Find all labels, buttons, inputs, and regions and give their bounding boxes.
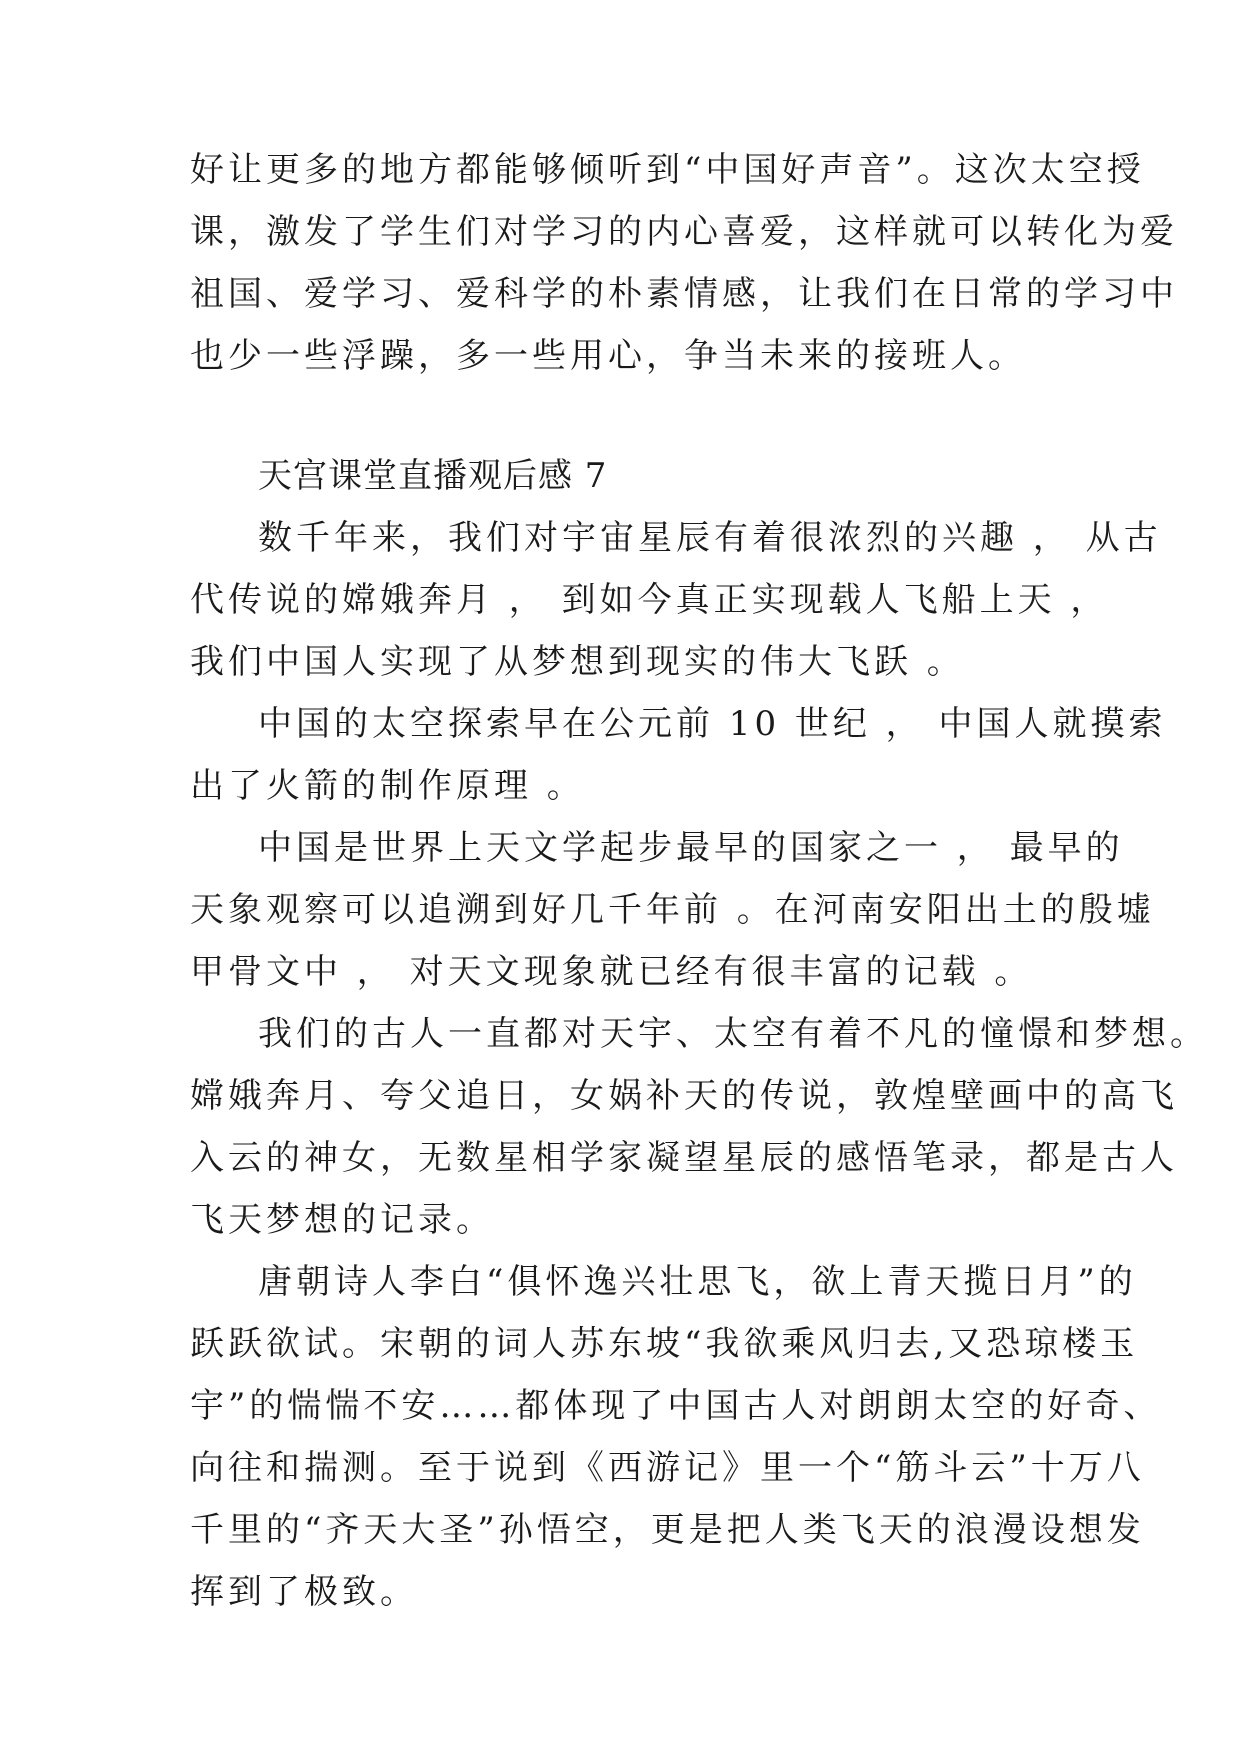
paragraph1-line-3: 我们中国人实现了从梦想到现实的伟大飞跃 。 xyxy=(190,642,965,682)
paragraph3-line-2: 天象观察可以追溯到好几千年前 。在河南安阳出土的殷墟 xyxy=(190,890,1155,930)
intro-line-2: 课，激发了学生们对学习的内心喜爱，这样就可以转化为爱 xyxy=(190,212,1178,252)
paragraph5-line-5: 千里的“齐天大圣”孙悟空，更是把人类飞天的浪漫设想发 xyxy=(190,1510,1145,1550)
paragraph5-line-2: 跃跃欲试。宋朝的词人苏东坡“我欲乘风归去,又恐琼楼玉 xyxy=(190,1324,1139,1364)
paragraph5-line-3: 宇”的惴惴不安……都体现了中国古人对朗朗太空的好奇、 xyxy=(190,1386,1162,1426)
paragraph2-line-1: 中国的太空探索早在公元前 10 世纪 ， 中国人就摸索 xyxy=(258,704,1167,744)
paragraph5-line-4: 向往和揣测。至于说到《西游记》里一个“筋斗云”十万八 xyxy=(190,1448,1145,1488)
paragraph2-line-2: 出了火箭的制作原理 。 xyxy=(190,766,585,806)
paragraph5-line-6: 挥到了极致。 xyxy=(190,1572,418,1612)
paragraph1-line-1: 数千年来，我们对宇宙星辰有着很浓烈的兴趣 ， 从古 xyxy=(258,518,1162,558)
intro-line-3: 祖国、爱学习、爱科学的朴素情感，让我们在日常的学习中 xyxy=(190,274,1178,314)
paragraph1-line-2: 代传说的嫦娥奔月 ， 到如今真正实现载人飞船上天 ， xyxy=(190,580,1109,620)
intro-line-4: 也少一些浮躁，多一些用心，争当未来的接班人。 xyxy=(190,336,1026,376)
paragraph3-line-1: 中国是世界上天文学起步最早的国家之一 ， 最早的 xyxy=(258,828,1124,868)
paragraph3-line-3: 甲骨文中 ， 对天文现象就已经有很丰富的记载 。 xyxy=(190,952,1033,992)
paragraph4-line-4: 飞天梦想的记录。 xyxy=(190,1200,494,1240)
paragraph5-line-1: 唐朝诗人李白“俱怀逸兴壮思飞，欲上青天揽日月”的 xyxy=(258,1262,1137,1302)
intro-line-1: 好让更多的地方都能够倾听到“中国好声音”。这次太空授 xyxy=(190,150,1145,190)
section-title: 天宫课堂直播观后感 7 xyxy=(258,456,608,496)
paragraph4-line-2: 嫦娥奔月、夸父追日，女娲补天的传说，敦煌壁画中的高飞 xyxy=(190,1076,1178,1116)
paragraph4-line-1: 我们的古人一直都对天宇、太空有着不凡的憧憬和梦想。 xyxy=(258,1014,1208,1054)
paragraph4-line-3: 入云的神女，无数星相学家凝望星辰的感悟笔录，都是古人 xyxy=(190,1138,1178,1178)
